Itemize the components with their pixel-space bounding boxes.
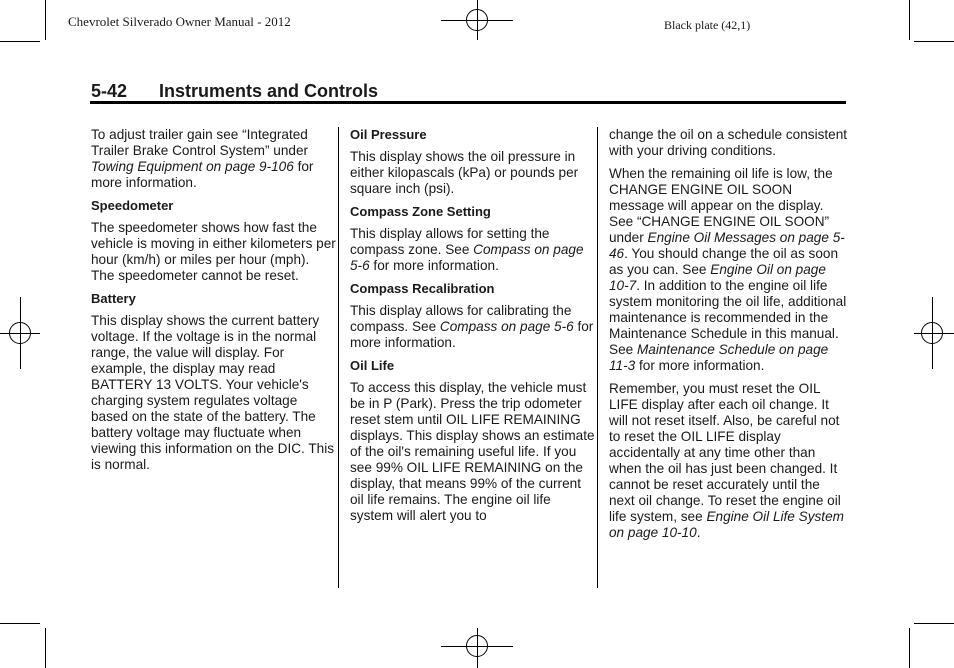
column-1	[91, 127, 336, 480]
compass-recalibration-heading: Compass Recalibration	[350, 281, 495, 296]
battery-paragraph: This display shows the current battery voltage. If the voltage is in the normal range, the value will display. For example, the display may read BATTERY 13 VOLTS. Your vehicle's charging system regulates voltage based on the state of the battery. The battery voltage may fluctuate when viewing this information on the DIC. This is normal.	[91, 313, 335, 472]
speedometer-heading: Speedometer	[91, 198, 174, 213]
compass-recalibration-paragraph: This display allows for calibrating the compass. See Compass on page 5-6 for more information.	[350, 303, 594, 350]
crop-mark	[914, 623, 954, 624]
cross-reference: Engine Oil Messages on page 5-46	[609, 230, 845, 261]
plate-label: Black plate (42,1)	[664, 18, 751, 32]
cross-reference: Engine Oil Life System on page 10-10	[609, 509, 844, 540]
column-2	[350, 127, 595, 531]
oil-life-paragraph: To access this display, the vehicle must be in P (Park). Press the trip odometer reset stem until OIL LIFE REMAINING displays. This display shows an estimate of the oil's remaining useful life. If you see 99% OIL LIFE REMAINING on the display, that means 99% of the current oil life remains. The engine oil life system will alert you to	[350, 380, 595, 523]
cross-reference: Compass on page 5-6	[350, 242, 584, 273]
section-title: Instruments and Controls	[159, 81, 379, 101]
compass-zone-paragraph: This display allows for setting the compass zone. See Compass on page 5-6 for more information.	[350, 226, 584, 273]
cross-reference: Maintenance Schedule on page 11-3	[609, 342, 829, 373]
oil-schedule-paragraph: change the oil on a schedule consistent with your driving conditions.	[609, 127, 848, 158]
column-divider	[338, 127, 339, 588]
crop-mark	[45, 628, 46, 668]
crop-mark	[0, 623, 40, 624]
crop-mark	[909, 628, 910, 668]
cross-reference: Compass on page 5-6	[439, 319, 574, 334]
crop-mark	[0, 41, 40, 42]
compass-zone-heading: Compass Zone Setting	[350, 204, 491, 219]
crop-mark	[45, 0, 46, 40]
cross-reference: Towing Equipment on page 9-106	[91, 159, 294, 174]
manual-title: Chevrolet Silverado Owner Manual - 2012	[68, 14, 291, 29]
header-rule	[90, 101, 846, 104]
oil-life-heading: Oil Life	[350, 358, 395, 373]
cross-reference: Engine Oil on page 10-7	[609, 262, 826, 293]
oil-life-low-paragraph: When the remaining oil life is low, the CHANGE ENGINE OIL SOON message will appear on the display. See “CHANGE ENGINE OIL SOON” under Engine Oil Messages on page 5-46. You should change the oil as soon as you can. See Engine Oil on page 10-7. In addition to the engine oil life system monitoring the oil life, additional maintenance is recommended in the Maintenance Schedule in this manual. See Maintenance Schedule on page 11-3 for more information.	[609, 166, 847, 373]
battery-heading: Battery	[91, 291, 136, 306]
oil-life-reset-paragraph: Remember, you must reset the OIL LIFE display after each oil change. It will not reset itself. Also, be careful not to reset the OIL LIFE display accidentally at any time other than when the oil has just been changed. It cannot be reset accurately until the next oil change. To reset the engine oil life system, see Engine Oil Life System on page 10-10.	[609, 381, 844, 540]
oil-pressure-heading: Oil Pressure	[350, 127, 427, 142]
trailer-gain-paragraph: To adjust trailer gain see “Integrated Trailer Brake Control System” under Towing Equipment on page 9-106 for more information.	[91, 127, 314, 190]
crop-mark	[914, 41, 954, 42]
speedometer-paragraph: The speedometer shows how fast the vehicle is moving in either kilometers per hour (km/h) or miles per hour (mph). The speedometer cannot be reset.	[91, 220, 336, 283]
column-divider	[597, 127, 598, 588]
crop-mark	[909, 0, 910, 40]
column-3	[609, 127, 849, 548]
page-number: 5-42	[91, 81, 128, 101]
oil-pressure-paragraph: This display shows the oil pressure in either kilopascals (kPa) or pounds per square inch (psi).	[350, 149, 579, 196]
